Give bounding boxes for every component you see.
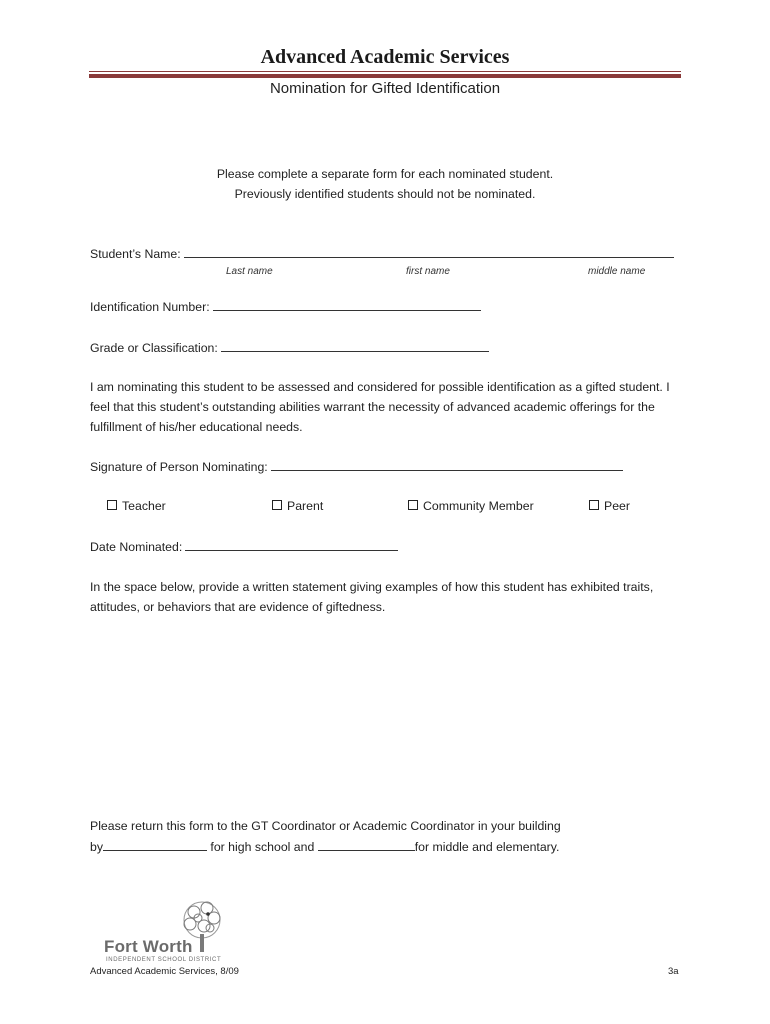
id-number-field[interactable]: [213, 299, 481, 311]
return-end-text: for middle and elementary.: [414, 840, 560, 854]
date-label: Date Nominated:: [90, 540, 183, 554]
logo-tagline: INDEPENDENT SCHOOL DISTRICT: [106, 957, 222, 963]
last-name-caption: Last name: [226, 266, 273, 277]
first-name-caption: first name: [406, 266, 450, 277]
fort-worth-isd-logo: [104, 896, 234, 966]
option-peer[interactable]: [589, 499, 630, 513]
id-number-row: [90, 299, 481, 314]
peer-checkbox[interactable]: [589, 500, 599, 510]
grade-row: [90, 340, 489, 355]
teacher-checkbox[interactable]: [107, 500, 117, 510]
instruction-line-1: Please complete a separate form for each nominated student.: [216, 167, 554, 181]
high-school-date-field[interactable]: [103, 839, 207, 851]
return-line-1: Please return this form to the GT Coordinator or Academic Coordinator in your building: [90, 819, 561, 833]
page-title: Advanced Academic Services: [260, 46, 510, 68]
middle-elementary-date-field[interactable]: [318, 839, 415, 851]
return-line-2: [90, 839, 559, 854]
signature-label: Signature of Person Nominating:: [90, 460, 268, 474]
date-field[interactable]: [185, 539, 398, 551]
footer-page-number: 3a: [668, 966, 679, 977]
footer-left: Advanced Academic Services, 8/09: [90, 966, 239, 977]
logo-name: Fort Worth: [104, 937, 193, 956]
return-by-text: by: [90, 840, 103, 854]
signature-field[interactable]: [271, 459, 623, 471]
parent-label: Parent: [287, 499, 324, 513]
nomination-statement: I am nominating this student to be assessed and considered for possible identification as a gifted student. I feel that this student’s outstanding abilities warrant the necessity of advanced academic offerings for the fulfillment of his/her educational needs.: [90, 380, 670, 434]
title-rule-thick: [89, 74, 681, 78]
parent-checkbox[interactable]: [272, 500, 282, 510]
student-name-row: [90, 246, 674, 261]
peer-label: Peer: [604, 499, 630, 513]
grade-label: Grade or Classification:: [90, 341, 218, 355]
teacher-label: Teacher: [122, 499, 166, 513]
student-name-label: Student’s Name:: [90, 247, 181, 261]
id-number-label: Identification Number:: [90, 300, 210, 314]
community-member-checkbox[interactable]: [408, 500, 418, 510]
written-statement-area[interactable]: [90, 625, 680, 805]
option-parent[interactable]: [272, 499, 323, 513]
signature-row: [90, 459, 623, 474]
return-mid-text: for high school and: [207, 840, 318, 854]
instruction-line-2: Previously identified students should not be nominated.: [234, 187, 536, 201]
written-statement-prompt: In the space below, provide a written statement giving examples of how this student has exhibited traits, attitudes, or behaviors that are evidence of giftedness.: [90, 580, 654, 614]
student-name-field[interactable]: [184, 246, 674, 258]
middle-name-caption: middle name: [588, 266, 646, 277]
page-subtitle: Nomination for Gifted Identification: [269, 80, 501, 97]
date-row: [90, 539, 398, 554]
option-teacher[interactable]: [107, 499, 166, 513]
title-rule-thin: [89, 71, 681, 72]
grade-field[interactable]: [221, 340, 489, 352]
community-member-label: Community Member: [423, 499, 534, 513]
option-community-member[interactable]: [408, 499, 534, 513]
